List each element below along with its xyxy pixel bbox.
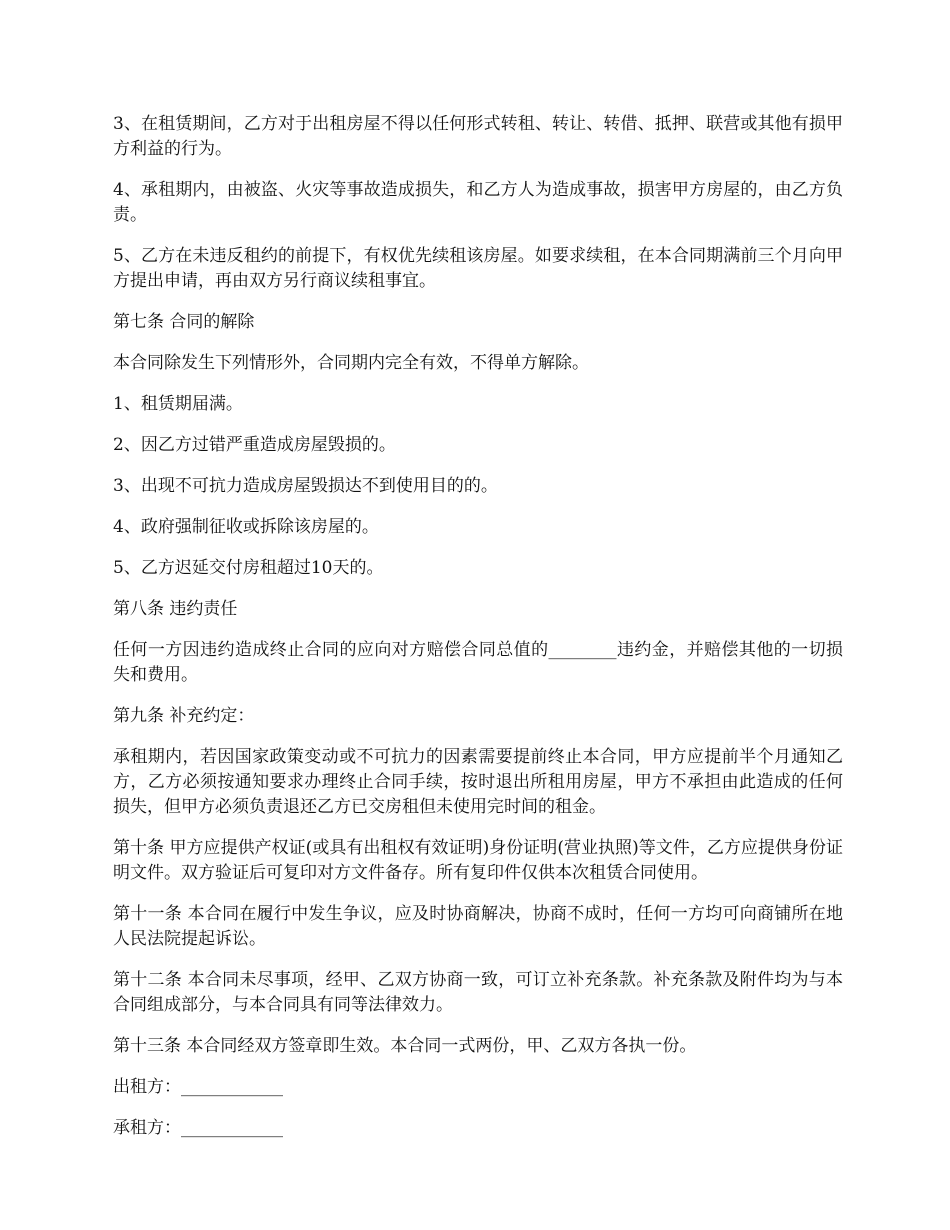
lessee-signature-line: 承租方：____________	[113, 1118, 283, 1138]
termination-item-2: 2、因乙方过错严重造成房屋毁损的。	[113, 435, 396, 455]
article-13: 第十三条 本合同经双方签章即生效。本合同一式两份，甲、乙双方各执一份。	[113, 1036, 697, 1056]
termination-item-1: 1、租赁期届满。	[113, 394, 243, 414]
article-9-heading: 第九条 补充约定：	[113, 706, 255, 726]
article-7-heading: 第七条 合同的解除	[113, 312, 255, 332]
lessor-signature-line: 出租方：____________	[113, 1077, 283, 1097]
termination-item-3: 3、出现不可抗力造成房屋毁损达不到使用目的的。	[113, 476, 498, 496]
termination-item-4: 4、政府强制征收或拆除该房屋的。	[113, 517, 379, 537]
article-8-body: 任何一方因违约造成终止合同的应向对方赔偿合同总值的________违约金，并赔偿其他的一切损失和费用。	[113, 640, 843, 685]
document-page	[113, 112, 843, 1157]
article-10: 第十条 甲方应提供产权证(或具有出租权有效证明)身份证明(营业执照)等文件，乙方应提供身份证明文件。双方验证后可复印对方文件备存。所有复印件仅供本次租赁合同使用。	[113, 838, 843, 883]
article-11: 第十一条 本合同在履行中发生争议，应及时协商解决，协商不成时，任何一方均可向商铺所在地人民法院提起诉讼。	[113, 904, 843, 949]
article-7-intro: 本合同除发生下列情形外，合同期内完全有效，不得单方解除。	[113, 353, 589, 373]
clause-5-renewal: 5、乙方在未违反租约的前提下，有权优先续租该房屋。如要求续租，在本合同期满前三个月向甲方提出申请，再由双方另行商议续租事宜。	[113, 246, 843, 291]
article-12: 第十二条 本合同未尽事项，经甲、乙双方协商一致，可订立补充条款。补充条款及附件均为与本合同组成部分，与本合同具有同等法律效力。	[113, 970, 843, 1015]
article-9-body: 承租期内，若因国家政策变动或不可抗力的因素需要提前终止本合同，甲方应提前半个月通知乙方，乙方必须按通知要求办理终止合同手续，按时退出所租用房屋，甲方不承担由此造成的任何损失，但甲方必须负责退还乙方已交房租但未使用完时间的租金。	[113, 747, 843, 817]
article-8-heading: 第八条 违约责任	[113, 599, 238, 619]
clause-3-sublease: 3、在租赁期间，乙方对于出租房屋不得以任何形式转租、转让、转借、抵押、联营或其他有损甲方利益的行为。	[113, 114, 843, 159]
clause-4-damage: 4、承租期内，由被盗、火灾等事故造成损失，和乙方人为造成事故，损害甲方房屋的，由乙方负责。	[113, 180, 843, 225]
termination-item-5: 5、乙方迟延交付房租超过10天的。	[113, 558, 384, 578]
